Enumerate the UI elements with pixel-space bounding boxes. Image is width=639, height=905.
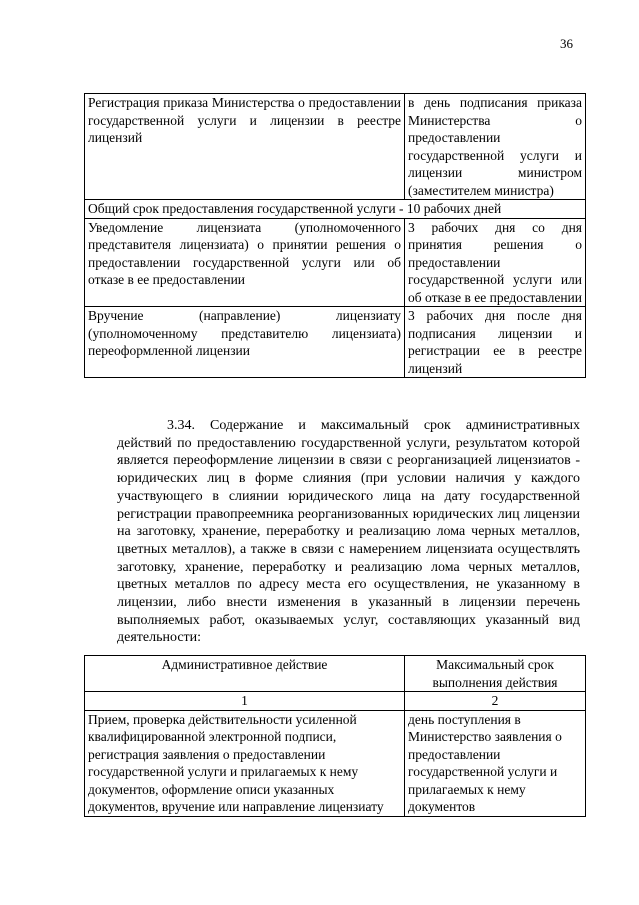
deadline-cell: 3 рабочих дня после дня подписания лицензии и регистрации ее в реестре лицензий	[405, 307, 586, 378]
deadline-cell: день поступления в Министерство заявления о предоставлении государственной услуги и прилагаемых к нему документов	[405, 710, 586, 816]
administrative-actions-table	[84, 655, 586, 817]
table-row	[85, 307, 586, 378]
column-number-2: 2	[405, 692, 586, 711]
action-cell: Вручение (направление) лицензиату (уполномоченному представителю лицензиата) переоформленной лицензии	[85, 307, 405, 378]
deadline-cell: в день подписания приказа Министерства о предоставлении государственной услуги и лицензии министром (заместителем министра)	[405, 94, 586, 200]
action-cell: Уведомление лицензиата (уполномоченного представителя лицензиата) о принятии решения о предоставлении государственной услуги или об отказе в ее предоставлении	[85, 218, 405, 307]
column-number-row	[85, 692, 586, 711]
table-row	[85, 218, 586, 307]
action-cell: Прием, проверка действительности усиленной квалифицированной электронной подписи, регистрация заявления о предоставлении государственной услуги и прилагаемых к нему документов, оформление описи указанных документов, вручение или направление лицензиату	[85, 710, 405, 816]
deadline-cell: 3 рабочих дня со дня принятия решения о предоставлении государственной услуги или об отказе в ее предоставлении	[405, 218, 586, 307]
column-header-deadline: Максимальный срок выполнения действия	[405, 656, 586, 692]
table-header-row	[85, 656, 586, 692]
table-row	[85, 710, 586, 816]
action-cell: Регистрация приказа Министерства о предоставлении государственной услуги и лицензии в реестре лицензий	[85, 94, 405, 200]
total-term-cell: Общий срок предоставления государственной услуги - 10 рабочих дней	[85, 200, 586, 219]
section-3-34-paragraph: 3.34. Содержание и максимальный срок административных действий по предоставлению государственной услуги, результатом которой является переоформление лицензии в связи с реорганизацией лицензиатов - юридических лиц в форме слияния (при условии наличия у каждого участвующего в слиянии юридического лица на дату государственной регистрации правопреемника реорганизованных юридических лиц лицензии на заготовку, хранение, переработку и реализацию лома черных металлов, цветных металлов), а также в связи с намерением лицензиата осуществлять заготовку, хранение, переработку и реализацию лома черных металлов, цветных металлов по адресу места его осуществления, не указанному в лицензии, либо внести изменения в указанный в лицензии перечень выполняемых работ, оказываемых услуг, составляющих указанный вид деятельности:	[117, 418, 580, 646]
column-header-action: Административное действие	[85, 656, 405, 692]
table-row	[85, 200, 586, 219]
timeline-table-continued	[84, 93, 586, 378]
table-row	[85, 94, 586, 200]
page-number: 36	[560, 36, 573, 51]
column-number-1: 1	[85, 692, 405, 711]
